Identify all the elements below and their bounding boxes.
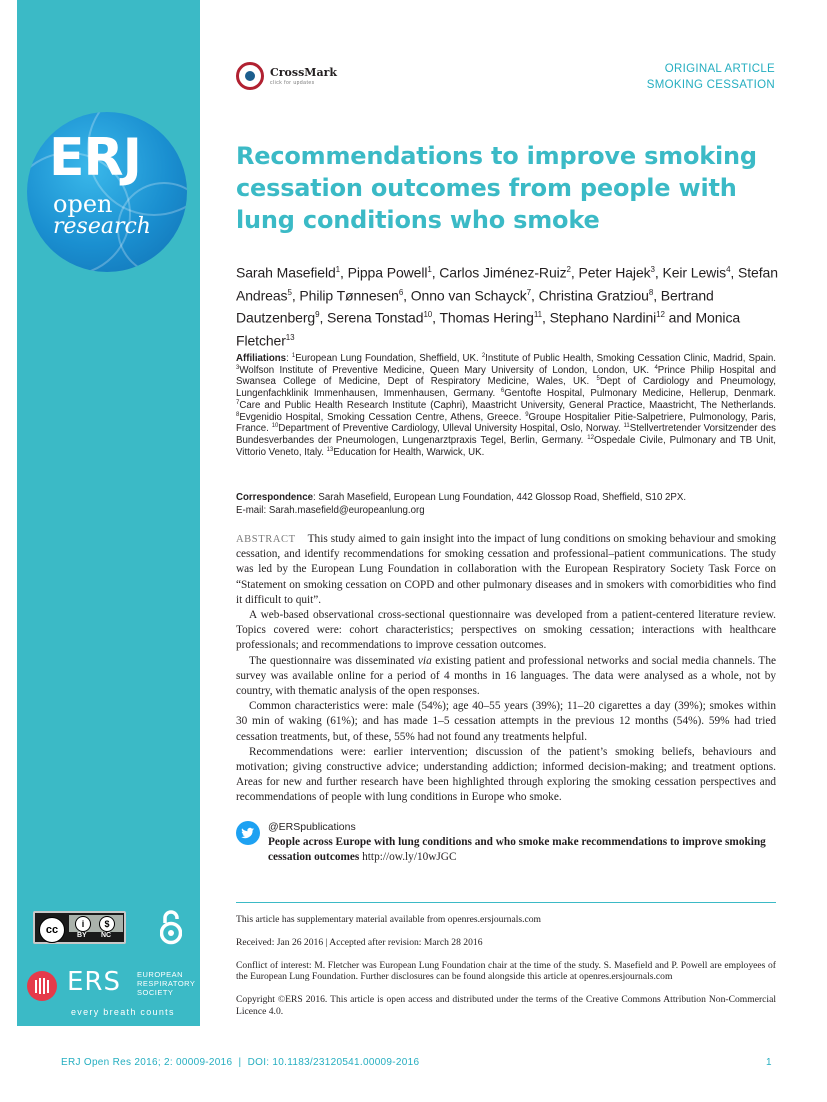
ers-lung-icon (27, 971, 57, 1001)
crossmark-button[interactable] (236, 62, 337, 92)
supplementary-note: This article has supplementary material available from openres.ersjournals.com (236, 914, 542, 925)
copyright-notice: Copyright ©ERS 2016. This article is open access and distributed under the terms of the Creative Commons Attribution Non-Commercial Licence 4.0. (236, 994, 776, 1017)
ers-tagline: every breath counts (71, 1007, 175, 1017)
abstract (236, 532, 776, 806)
article-type-line: ORIGINAL ARTICLE (664, 63, 775, 75)
abstract-paragraph (236, 532, 776, 608)
crossmark-sublabel: click for updates (270, 80, 315, 86)
page-number: 1 (766, 1057, 772, 1068)
abstract-paragraph: The questionnaire was disseminated via existing patient and professional networks and social media channels. The survey was available online for a period of 4 months in 16 languages. The data were analysed as a whole, not by country, with thematic analysis of the open responses. (236, 654, 776, 698)
crossmark-label: CrossMark (270, 66, 337, 79)
tweet-link[interactable]: http://ow.ly/10wJGC (362, 850, 457, 863)
article-footnotes (236, 914, 776, 1029)
logo-research-text: research (53, 214, 151, 239)
non-commercial-icon: $ (99, 916, 115, 932)
article-title: Recommendations to improve smoking cessation outcomes from people with lung conditions who smoke (236, 142, 757, 234)
tweet-handle[interactable]: @ERSpublications (268, 821, 356, 833)
ers-name-line: SOCIETY (137, 988, 174, 997)
section-divider (236, 902, 776, 903)
affiliations (236, 353, 776, 458)
article-section: SMOKING CESSATION (646, 79, 775, 91)
footer-citation: ERJ Open Res 2016; 2: 00009-2016 | DOI: 10.1183/23120541.00009-2016 (61, 1057, 420, 1068)
crossmark-icon (236, 62, 264, 90)
conflict-of-interest: Conflict of interest: M. Fletcher was European Lung Foundation chair at the time of the study. S. Masefield and P. Powell are employees of the European Lung Foundation. Further disclosures can be found alongside this article at openres.ersjournals.com (236, 959, 776, 983)
article-type (647, 61, 775, 93)
tweet-text (268, 835, 778, 864)
cc-nc-label: NC (101, 932, 112, 939)
erj-open-research-logo[interactable] (27, 112, 187, 272)
cc-license-icons (69, 915, 123, 932)
attribution-icon: i (75, 916, 91, 932)
abstract-paragraph: Recommendations were: earlier intervention; discussion of the patient’s smoking beliefs, behaviours and motivation; giving constructive advice; understanding addiction; informed decision-making; and treatment options. Areas for new and further research have been highlighted through exploring the smoking cessation perspectives and recommendations of people with lung conditions in Europe who smoke. (236, 745, 776, 804)
author-list: Sarah Masefield$^1$, Pippa Powell$^1$, Carlos Jiménez-Ruiz$^2$, Peter Hajek$^3$, Keir Lewis$^4$, Stefan Andreas$^5$, Philip Tønnesen$^6$, Onno van Schayck$^7$, Christina Gratziou$^8$, Bertrand Dautzenberg$^9$, Serena Tonstad$^{10}$, Thomas Hering$^{11}$, Stephano Nardini$^{12}$ and Monica Fletcher$^{13}$ (236, 264, 778, 349)
logo-open-text: open (53, 190, 113, 218)
twitter-icon[interactable] (236, 821, 260, 845)
ers-name-line: EUROPEAN (137, 970, 184, 979)
cc-by-label: BY (77, 932, 87, 939)
abstract-label: ABSTRACT (236, 534, 296, 545)
correspondence-address: : Sarah Masefield, European Lung Foundation, 442 Glossop Road, Sheffield, S10 2PX. (312, 492, 687, 503)
affiliations-label: Affiliations (236, 353, 287, 364)
abstract-text: This study aimed to gain insight into the impact of lung conditions on smoking behaviour and smoking cessation, and identify recommendations for smoking cessation and professional–patient communications. The study was led by the European Lung Foundation in collaboration with the European Respiratory Society Task Force on “Statement on smoking cessation on COPD and other pulmonary diseases and in smokers with comorbidities who find it difficult to quit”. (236, 533, 777, 606)
ers-name-line: RESPIRATORY (137, 979, 196, 988)
ers-abbreviation: ERS (67, 967, 121, 997)
correspondence-email[interactable]: E-mail: Sarah.masefield@europeanlung.org (236, 504, 425, 516)
affiliations-text: : $^1$European Lung Foundation, Sheffield, UK. $^2$Institute of Public Health, Smoking Cessation Clinic, Madrid, Spain. $^3$Wolfson Institute of Preventive Medicine, Queen Mary University of London, London, UK. $^4$Prince Philip Hospital and Swansea College of Medicine, Dept of Respiratory Medicine, Wales, UK. $^5$Dept of Cardiology and Pneumology, Lungenfachklinik Immenhausen, Immenhausen, Germany. $^6$Gentofte Hospital, Pulmonary Medicine, Hellerup, Denmark. $^7$Care and Public Health Research Institute (Caphri), Maastricht University, General Practice, Maastricht, The Netherlands. $^8$Evgenidio Hospital, Smoking Cessation Centre, Athens, Greece. $^9$Groupe Hospitalier Pitie-Salpetriere, Pulmonology, Paris, France. $^{10}$Department of Preventive Cardiology, Ulleval University Hospital, Oslo, Norway. $^{11}$Stellvertretender Vorsitzender des Bundesverbandes der Pneumologen, Lungenarztpraxis Tegel, Berlin, Germany. $^{12}$Ospedale Civile, Pulmonary and TB Unit, Vittorio Veneto, Italy. $^{13}$Education for Health, Warwick, UK. (236, 352, 777, 458)
logo-erj-text: ERJ (49, 128, 141, 188)
ers-full-name (137, 970, 195, 997)
tweet-bold-text: People across Europe with lung conditions and who smoke make recommendations to improve smoking cessation outcomes (268, 836, 766, 863)
open-access-icon (160, 909, 182, 945)
received-accepted-dates: Received: Jan 26 2016 | Accepted after revision: March 28 2016 (236, 936, 483, 948)
ers-society-logo[interactable] (27, 967, 196, 1019)
cc-icon: cc (39, 917, 65, 943)
creative-commons-license-badge[interactable] (33, 911, 126, 944)
correspondence (236, 492, 776, 517)
abstract-paragraph: Common characteristics were: male (54%); age 40–55 years (39%); 11–20 cigarettes a day (39%); smokes within 30 min of waking (61%); and has made 1–5 cessation attempts in the previous 12 months (54%). 59% had tried cessation treatments, but, of these, 55% had not found any treatments helpful. (236, 700, 776, 743)
correspondence-label: Correspondence (236, 492, 313, 503)
abstract-paragraph: A web-based observational cross-sectional questionnaire was developed from a patient-centered literature review. Topics covered were: cohort characteristics; perspectives on smoking cessation; interactions with healthcare professionals; and recommendations to improve cessation outcomes. (236, 609, 776, 652)
